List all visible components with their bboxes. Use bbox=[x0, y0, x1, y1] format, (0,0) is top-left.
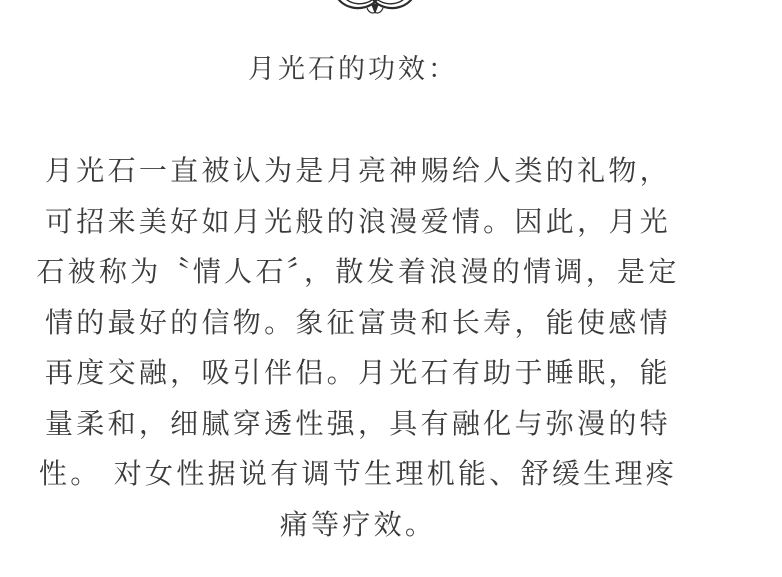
text-line: 石被称为〝情人石〞，散发着浪漫的情调，是定 bbox=[36, 255, 680, 288]
text-line: 月光石一直被认为是月亮神赐给人类的礼物， bbox=[44, 154, 671, 187]
text-line: 痛等疗效。 bbox=[279, 507, 437, 541]
text-line: 再度交融，吸引伴侣。月光石有助于睡眠，能 bbox=[44, 356, 671, 389]
description-paragraph bbox=[8, 146, 708, 550]
text-line: 量柔和，细腻穿透性强，具有融化与弥漫的特 bbox=[44, 406, 671, 440]
text-line: 性。 对女性据说有调节生理机能、舒缓生理疼 bbox=[38, 457, 678, 490]
text-line: 可招来美好如月光般的浪漫爱情。因此，月光 bbox=[44, 204, 671, 238]
text-line: 情的最好的信物。象征富贵和长寿，能使感情 bbox=[44, 305, 671, 339]
section-title: 月光石的功效： bbox=[248, 54, 458, 85]
scroll-ornament-icon bbox=[325, 0, 425, 16]
